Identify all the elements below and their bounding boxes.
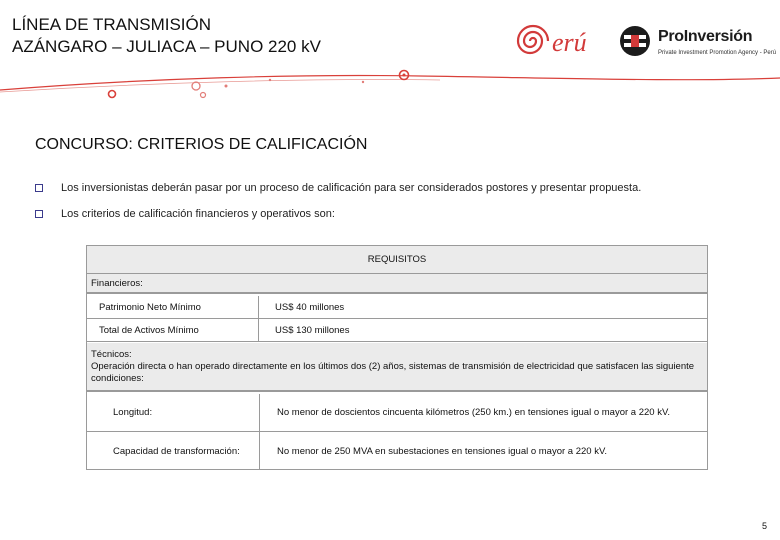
row-value: US$ 40 millones — [275, 301, 345, 313]
deco-circle — [109, 91, 116, 98]
page-number: 5 — [762, 521, 768, 531]
proinversion-logo — [618, 24, 777, 63]
deco-circle — [403, 74, 406, 77]
row-label: Patrimonio Neto Mínimo — [87, 296, 259, 318]
table-row — [87, 319, 707, 342]
swoosh-line — [0, 76, 780, 90]
peru-wordmark: erú — [552, 28, 587, 57]
peru-logo — [512, 20, 587, 67]
table-header-label: REQUISITOS — [367, 254, 427, 265]
deco-circle — [269, 79, 271, 81]
requirements-table — [86, 245, 708, 470]
deco-circle — [201, 93, 206, 98]
bullet-item — [35, 208, 335, 220]
proinversion-emblem-icon — [618, 24, 652, 58]
title-line-2: AZÁNGARO – JULIACA – PUNO 220 kV — [12, 37, 321, 56]
table-row — [87, 432, 707, 470]
condition-value: No menor de 250 MVA en subestaciones en tensiones igual o mayor a 220 kV. — [277, 445, 608, 457]
table-row — [87, 394, 707, 432]
deco-circle — [362, 81, 364, 83]
condition-value: No menor de doscientos cincuenta kilómetros (250 km.) en tensiones igual o mayor a 220 kV. — [277, 407, 671, 418]
bullet-text: Los criterios de calificación financieros y operativos son: — [61, 208, 335, 220]
checkbox-bullet-icon — [35, 184, 43, 192]
technical-section — [87, 343, 707, 392]
financial-section-label — [87, 274, 707, 294]
section-heading: CONCURSO: CRITERIOS DE CALIFICACIÓN — [35, 136, 368, 153]
technical-description: Operación directa o han operado directamente en los últimos dos (2) años, sistemas de transmisión de electricidad que satisfacen las siguiente condiciones: — [91, 361, 695, 384]
peru-spiral-icon — [512, 20, 554, 62]
bullet-item — [35, 182, 641, 194]
deco-circle — [192, 82, 200, 90]
table-header — [87, 246, 707, 274]
title-line-1: LÍNEA DE TRANSMISIÓN — [12, 15, 212, 34]
deco-circle — [225, 85, 228, 88]
bullet-text: Los inversionistas deberán pasar por un proceso de calificación para ser considerados postores y presentar propuesta. — [61, 182, 642, 194]
table-row — [87, 296, 707, 319]
financial-label-text: Financieros: — [91, 277, 143, 289]
row-label: Total de Activos Mínimo — [87, 319, 259, 341]
proinversion-wordmark: ProInversión — [658, 28, 753, 45]
checkbox-bullet-icon — [35, 210, 43, 218]
condition-label: Capacidad de transformación: — [87, 432, 260, 470]
proinversion-tagline: Private Investment Promotion Agency - Perú — [658, 50, 777, 56]
condition-label: Longitud: — [87, 394, 260, 431]
row-value: US$ 130 millones — [275, 324, 350, 336]
technical-label: Técnicos: — [91, 349, 132, 360]
